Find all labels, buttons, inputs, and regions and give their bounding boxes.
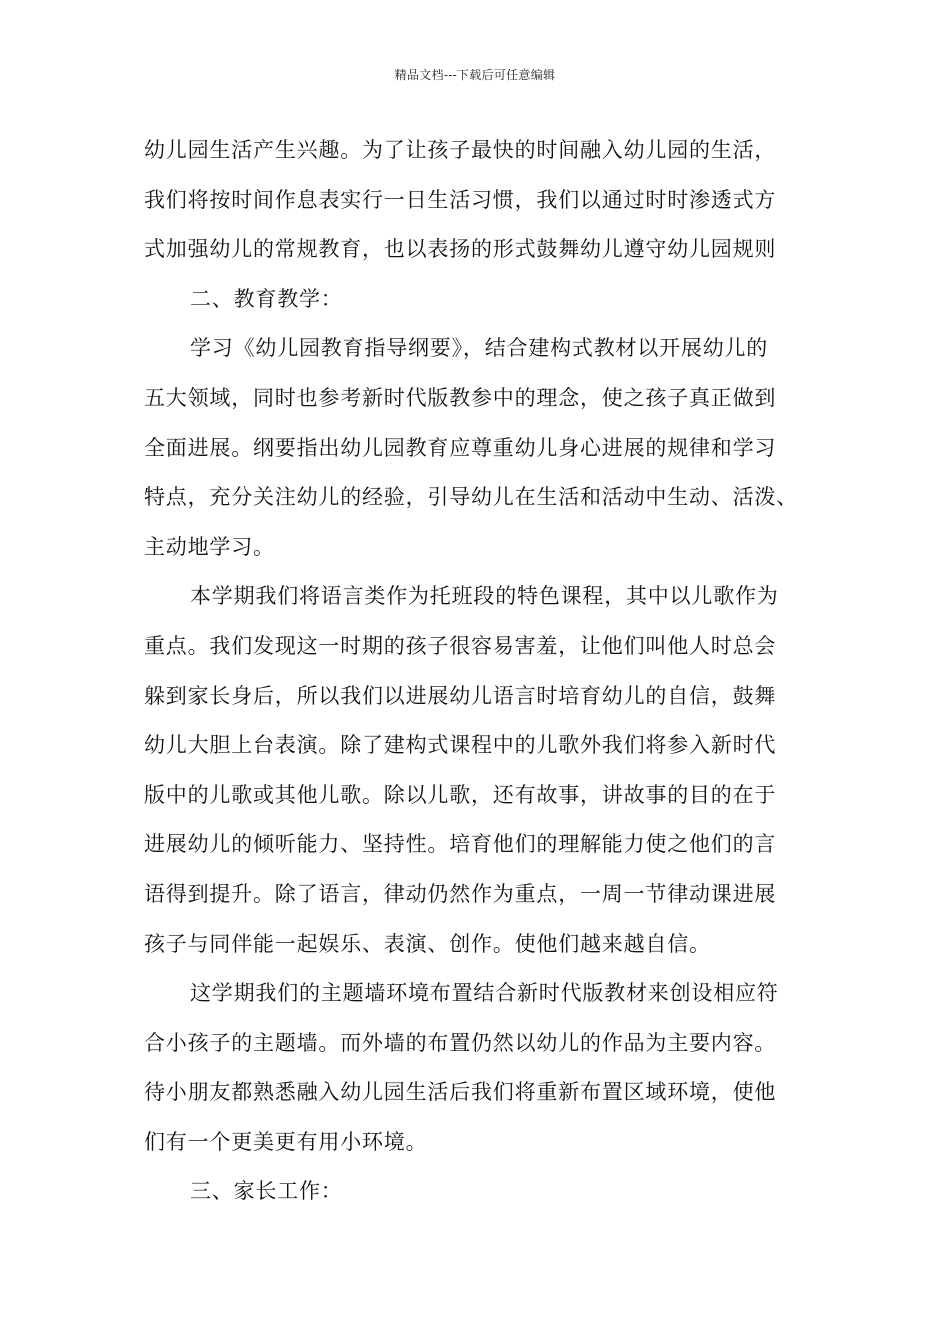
paragraph	[144, 969, 824, 1167]
text-line: 孩子与同伴能一起娱乐、表演、创作。使他们越来越自信。	[144, 931, 711, 956]
text-line: 重点。我们发现这一时期的孩子很容易害羞，让他们叫他人时总会	[144, 633, 777, 658]
section-heading-text: 二、教育教学：	[190, 286, 343, 311]
text-line: 们有一个更美更有用小环境。	[144, 1129, 428, 1154]
section-heading	[144, 275, 824, 325]
paragraph	[144, 572, 824, 969]
section-heading-text: 三、家长工作：	[190, 1179, 343, 1204]
document-body	[144, 126, 824, 1217]
text-line: 语得到提升。除了语言，律动仍然作为重点，一周一节律动课进展	[144, 881, 777, 906]
page-header: 精品文档---下载后可任意编辑	[394, 68, 556, 82]
text-line: 合小孩子的主题墙。而外墙的布置仍然以幼儿的作品为主要内容。	[144, 1030, 777, 1055]
text-line: 五大领域，同时也参考新时代版教参中的理念，使之孩子真正做到	[144, 385, 777, 410]
text-line: 幼儿园生活产生兴趣。为了让孩子最快的时间融入幼儿园的生活，	[144, 138, 777, 162]
paragraph	[144, 126, 824, 275]
text-line: 特点，充分关注幼儿的经验，引导幼儿在生活和活动中生动、活泼、	[144, 485, 798, 510]
text-line: 进展幼儿的倾听能力、坚持性。培育他们的理解能力使之他们的言	[144, 832, 777, 857]
text-line: 式加强幼儿的常规教育，也以表扬的形式鼓舞幼儿遵守幼儿园规则	[144, 237, 777, 262]
text-line: 学习《幼儿园教育指导纲要》，结合建构式教材以开展幼儿的	[190, 336, 769, 361]
text-line: 幼儿大胆上台表演。除了建构式课程中的儿歌外我们将参入新时代	[144, 733, 777, 758]
text-line: 版中的儿歌或其他儿歌。除以儿歌，还有故事，讲故事的目的在于	[144, 782, 777, 807]
section-heading	[144, 1167, 824, 1217]
text-line: 本学期我们将语言类作为托班段的特色课程，其中以儿歌作为	[190, 584, 779, 609]
text-line: 待小朋友都熟悉融入幼儿园生活后我们将重新布置区域环境，使他	[144, 1080, 777, 1105]
text-line: 躲到家长身后，所以我们以进展幼儿语言时培育幼儿的自信，鼓舞	[144, 683, 777, 708]
text-line: 我们将按时间作息表实行一日生活习惯，我们以通过时时渗透式方	[144, 187, 777, 212]
text-line: 主动地学习。	[144, 534, 275, 559]
text-line: 这学期我们的主题墙环境布置结合新时代版教材来创设相应符	[190, 981, 779, 1006]
text-line: 全面进展。纲要指出幼儿园教育应尊重幼儿身心进展的规律和学习	[144, 435, 777, 460]
paragraph	[144, 324, 824, 572]
